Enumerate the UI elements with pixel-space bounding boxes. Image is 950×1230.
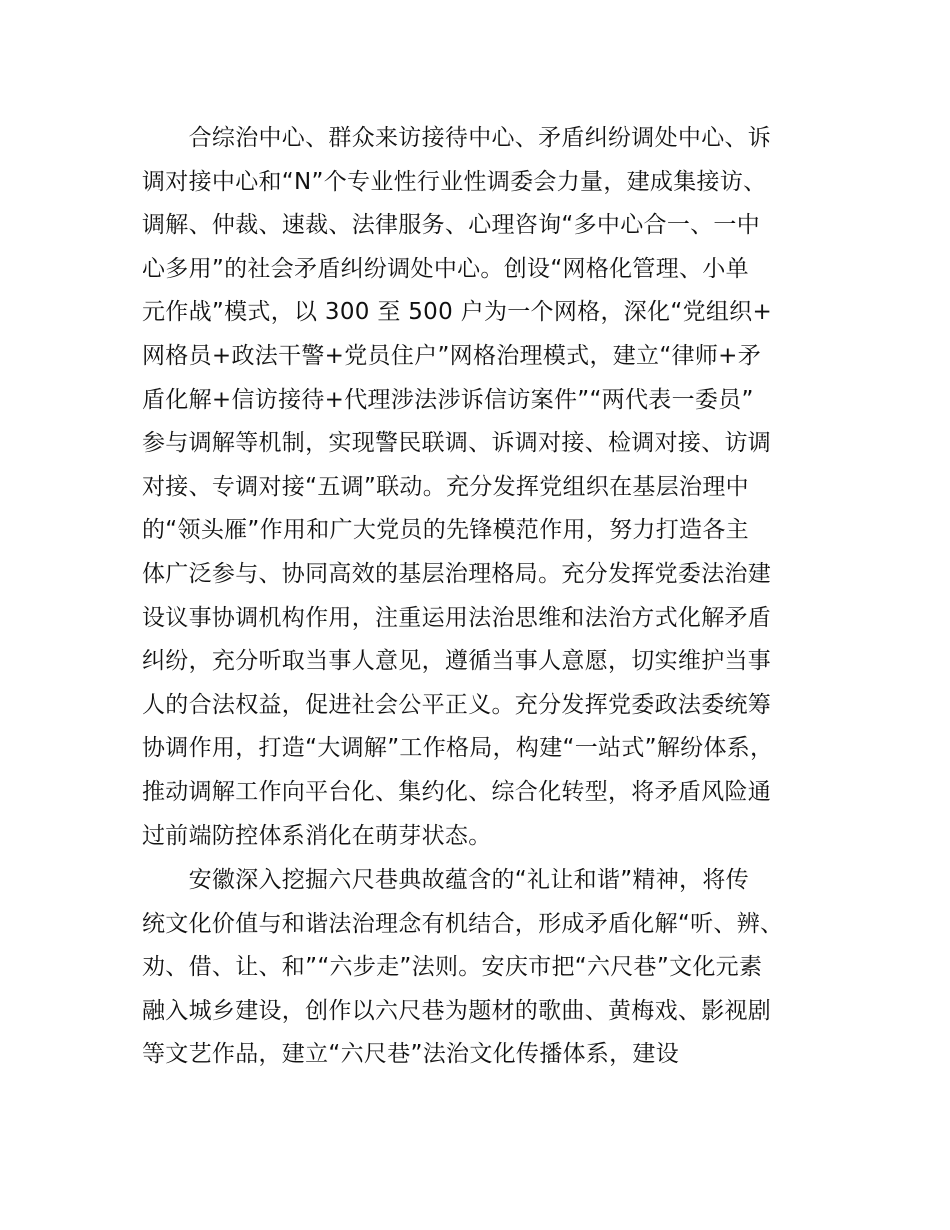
paragraph-line: 融入城乡建设，创作以六尺巷为题材的歌曲、黄梅戏、影视剧: [142, 997, 772, 1024]
paragraph-line: 劝、借、让、和”“六步走”法则。安庆市把“六尺巷”文化元素: [142, 954, 763, 981]
paragraph-line: 网格员+政法干警+党员住户”网格治理模式，建立“律师+矛: [142, 342, 762, 369]
paragraph-line: 的“领头雁”作用和广大党员的先锋模范作用，努力打造各主: [142, 517, 749, 544]
paragraph-line: 统文化价值与和谐法治理念有机结合，形成矛盾化解“听、辨、: [142, 910, 784, 937]
paragraph-1: [142, 117, 832, 858]
paragraph-line: 调对接中心和“N”个专业性行业性调委会力量，建成集接访、: [142, 168, 767, 195]
paragraph-line: 协调作用，打造“大调解”工作格局，构建“一站式”解纷体系，: [142, 735, 774, 762]
paragraph-line: 过前端防控体系消化在萌芽状态。: [142, 822, 492, 849]
paragraph-line: 安徽深入挖掘六尺巷典故蕴含的“礼让和谐”精神，将传: [142, 867, 749, 893]
paragraph-line: 元作战”模式，以 300 至 500 户为一个网格，深化“党组织+: [142, 299, 773, 326]
paragraph-line: 对接、专调对接“五调”联动。充分发挥党组织在基层治理中: [142, 473, 749, 500]
paragraph-2: [142, 859, 832, 1077]
paragraph-line: 盾化解+信访接待+代理涉法涉诉信访案件”“两代表一委员”: [142, 386, 754, 413]
paragraph-line: 人的合法权益，促进社会公平正义。充分发挥党委政法委统筹: [142, 691, 772, 718]
paragraph-line: 合综治中心、群众来访接待中心、矛盾纠纷调处中心、诉: [142, 125, 772, 151]
paragraph-line: 调解、仲裁、速裁、法律服务、心理咨询“多中心合一、一中: [142, 212, 761, 239]
paragraph-line: 等文艺作品，建立“六尺巷”法治文化传播体系，建设: [142, 1041, 680, 1068]
paragraph-line: 心多用”的社会矛盾纠纷调处中心。创设“网格化管理、小单: [142, 255, 749, 282]
paragraph-line: 参与调解等机制，实现警民联调、诉调对接、检调对接、访调: [142, 430, 772, 457]
paragraph-line: 纠纷，充分听取当事人意见，遵循当事人意愿，切实维护当事: [142, 648, 772, 675]
paragraph-line: 体广泛参与、协同高效的基层治理格局。充分发挥党委法治建: [142, 560, 772, 587]
paragraph-line: 设议事协调机构作用，注重运用法治思维和法治方式化解矛盾: [142, 604, 772, 631]
paragraph-line: 推动调解工作向平台化、集约化、综合化转型，将矛盾风险通: [142, 778, 772, 805]
